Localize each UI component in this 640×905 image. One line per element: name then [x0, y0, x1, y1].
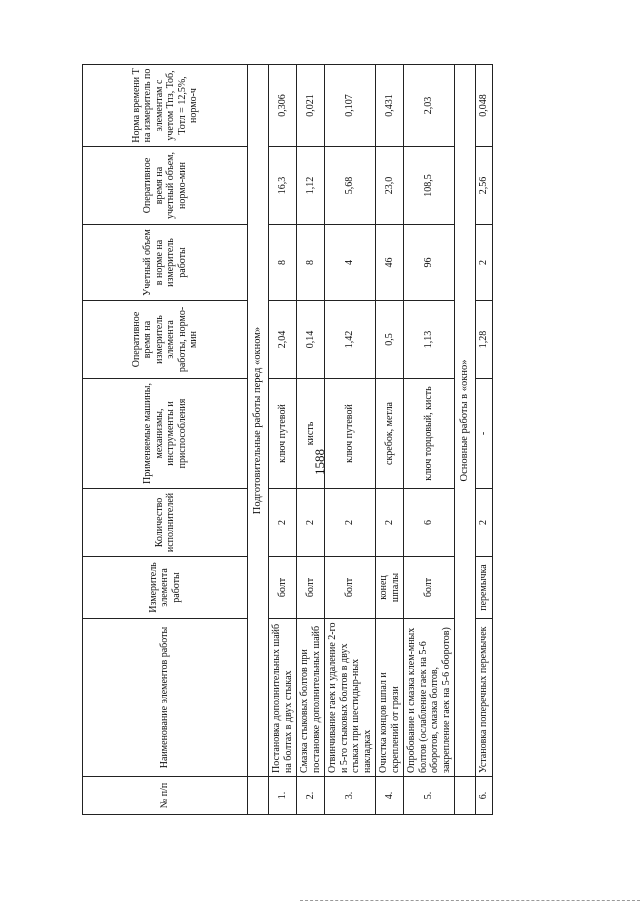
section-title-main: Основные работы в «окно» [455, 65, 476, 777]
cell-volume: 8 [269, 225, 297, 301]
section-title-prep: Подготовительные работы перед «окном» [248, 65, 269, 777]
section-row-prep [248, 65, 269, 815]
cell-norm: 0,431 [376, 65, 404, 147]
cell-tools: кисть [297, 379, 325, 489]
cell-op-time: 0,5 [376, 301, 404, 379]
cell-vol-time: 23,0 [376, 147, 404, 225]
cell-tools: ключ торцовый, кисть [404, 379, 455, 489]
cell-unit: болт [404, 557, 455, 619]
cell-op-time: 0,14 [297, 301, 325, 379]
cell-number: 2. [297, 777, 325, 815]
table-row [297, 65, 325, 815]
cell-name: Отвинчивание гаек и удаление 2-го и 5-го стыковых болтов в двух стыках при шестидыр-ных накладках [325, 619, 376, 777]
cell-op-time: 2,04 [269, 301, 297, 379]
cell-number: 5. [404, 777, 455, 815]
cell-volume: 8 [297, 225, 325, 301]
cell-workers: 2 [325, 489, 376, 557]
cell-workers: 2 [476, 489, 493, 557]
cell-unit: болт [269, 557, 297, 619]
col-header-number: № п/п [83, 777, 248, 815]
cell-vol-time: 16,3 [269, 147, 297, 225]
cell-unit: болт [325, 557, 376, 619]
col-header-name: Наименование элементов работы [83, 619, 248, 777]
cell-vol-time: 2,56 [476, 147, 493, 225]
cell-volume: 2 [476, 225, 493, 301]
cell-op-time: 1,28 [476, 301, 493, 379]
col-header-vol-time: Оперативное время на учетный объем, нормо-мин [83, 147, 248, 225]
rotated-table-wrapper [82, 65, 562, 815]
cell-tools: ключ путевой [269, 379, 297, 489]
cell-norm: 2,03 [404, 65, 455, 147]
cell-unit: конец шпалы [376, 557, 404, 619]
cell-name: Опробование и смазка клем-мных болтов (ослабление гаек на 5-6 оборотов, смазка болтов, закрепление гаек на 5-6 оборотов) [404, 619, 455, 777]
table-row [269, 65, 297, 815]
cell-name: Смазка стыковых болтов при постановке дополнительных шайб [297, 619, 325, 777]
col-header-unit: Измеритель элемента работы [83, 557, 248, 619]
cell-name: Установка поперечных перемычек [476, 619, 493, 777]
cell-vol-time: 108,5 [404, 147, 455, 225]
cell-number: 1. [269, 777, 297, 815]
cell-number: 4. [376, 777, 404, 815]
cell-number: 6. [476, 777, 493, 815]
cell-vol-time: 5,68 [325, 147, 376, 225]
work-elements-table [82, 64, 493, 815]
table-row [376, 65, 404, 815]
cell-name: Очистка концов шпал и скреплений от грязи [376, 619, 404, 777]
scan-edge-line [300, 900, 640, 901]
cell-op-time: 1,42 [325, 301, 376, 379]
cell-volume: 96 [404, 225, 455, 301]
col-header-op-time: Оперативное время на измеритель элемента работы, нормо-мин [83, 301, 248, 379]
cell-norm: 0,107 [325, 65, 376, 147]
cell-volume: 46 [376, 225, 404, 301]
cell-name: Постановка дополнительных шайб на болтах в двух стыках [269, 619, 297, 777]
cell-tools: ключ путевой [325, 379, 376, 489]
cell-op-time: 1,13 [404, 301, 455, 379]
col-header-tools: Применяемые машины, механизмы, инструменты и приспособления [83, 379, 248, 489]
table-row [325, 65, 376, 815]
cell-workers: 6 [404, 489, 455, 557]
cell-workers: 2 [269, 489, 297, 557]
table-row [476, 65, 493, 815]
cell-tools: - [476, 379, 493, 489]
cell-workers: 2 [297, 489, 325, 557]
cell-number: 3. [325, 777, 376, 815]
col-header-workers: Количество исполнителей [83, 489, 248, 557]
cell-unit: перемычка [476, 557, 493, 619]
col-header-norm: Норма времени Т на измеритель по элементам с учетом Тпз, Тоб, Тотл = 12,5%, нормо-ч [83, 65, 248, 147]
section-row-main [455, 65, 476, 815]
cell-norm: 0,306 [269, 65, 297, 147]
cell-volume: 4 [325, 225, 376, 301]
header-row [83, 65, 248, 815]
cell-tools: скребок, метла [376, 379, 404, 489]
cell-vol-time: 1,12 [297, 147, 325, 225]
cell-unit: болт [297, 557, 325, 619]
cell-norm: 0,048 [476, 65, 493, 147]
page-number: 1588 [312, 449, 327, 475]
table-row [404, 65, 455, 815]
cell-norm: 0,021 [297, 65, 325, 147]
col-header-volume: Учетный объем в норме на измеритель работы [83, 225, 248, 301]
cell-workers: 2 [376, 489, 404, 557]
